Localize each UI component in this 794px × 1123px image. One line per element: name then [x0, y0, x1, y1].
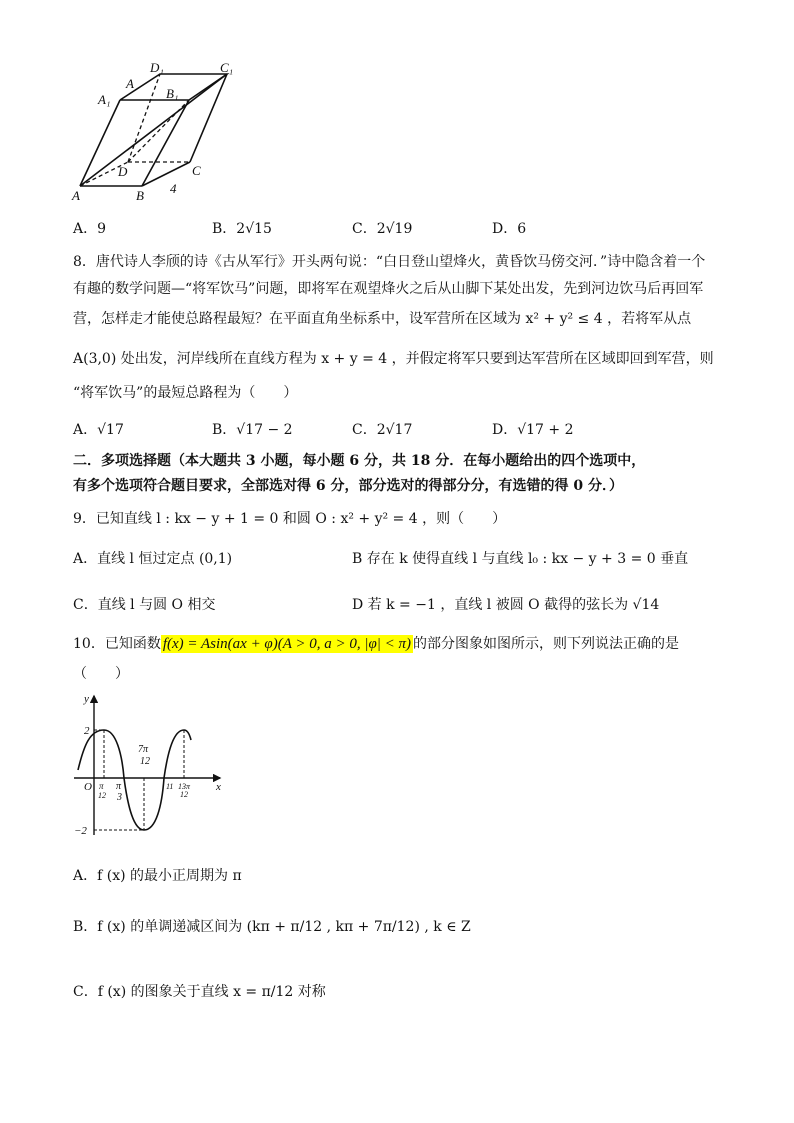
q8-line-5: “将军饮马”的最短总路程为（ ）	[73, 385, 298, 401]
q9-option-d: D 若 k = −1 ，直线 l 被圆 O 截得的弦长为 √14	[352, 597, 660, 613]
label-B1: B₁	[166, 86, 179, 101]
q10-stem-prefix: 10．已知函数	[73, 636, 161, 652]
tick-13pi-12-num: 13π	[178, 782, 191, 791]
label-edge-4: 4	[170, 181, 177, 196]
tick-pi-3-num: π	[116, 781, 122, 792]
tick-7pi-12-num: 7π	[138, 744, 149, 755]
label-D1: D₁	[150, 60, 164, 75]
q8-line-4: A(3,0) 处出发，河岸线所在直线方程为 x + y = 4 ，并假定将军只要到达军营所在区域即回到军营，则	[73, 351, 714, 367]
tick-11pi-12: 11	[166, 782, 174, 791]
prism-figure	[70, 60, 250, 210]
tick-13pi-12-den: 12	[180, 790, 188, 799]
q10-stem	[73, 634, 679, 654]
graph-y-label: y	[84, 693, 89, 705]
graph-x-label: x	[216, 781, 221, 793]
q10-stem-suffix: 的部分图象如图所示，则下列说法正确的是	[413, 636, 680, 652]
q8-option-c: C．2√17	[352, 422, 413, 438]
q10-formula: f(x) = Asin(ax + φ)(A > 0, a > 0, |φ| < π)	[162, 636, 412, 652]
label-C: C	[192, 163, 201, 178]
section-2-heading-2: 有多个选项符合题目要求，全部选对得 6 分，部分选对的得部分分，有选错的得 0 分．）	[73, 478, 623, 494]
q7-option-d: D．6	[492, 221, 527, 237]
q9-option-a: A．直线 l 恒过定点 (0,1)	[73, 551, 233, 567]
q7-option-b: B．2√15	[212, 221, 272, 237]
graph-max-label: 2	[84, 725, 90, 737]
q8-line-2: 有趣的数学问题—“将军饮马”问题，即将军在观望烽火之后从山脚下某处出发，先到河边饮马后再回军	[73, 281, 704, 297]
q9-option-c: C．直线 l 与圆 O 相交	[73, 597, 216, 613]
q9-stem: 9．已知直线 l : kx − y + 1 = 0 和圆 O : x² + y² = 4 ，则（ ）	[73, 511, 507, 527]
label-A-top: A	[126, 76, 134, 91]
label-A1: A₁	[98, 92, 111, 107]
label-C1: C₁	[220, 60, 234, 75]
q10-option-c: C．f (x) 的图象关于直线 x = π/12 对称	[73, 984, 326, 1000]
tick-pi-3-den: 3	[117, 792, 122, 803]
label-A: A	[72, 188, 80, 203]
section-2-heading-1: 二．多项选择题（本大题共 3 小题，每小题 6 分，共 18 分．在每小题给出的四个选项中，	[73, 453, 646, 469]
q10-paren: （ ）	[73, 666, 129, 682]
q7-option-a: A．9	[73, 221, 107, 237]
q8-line-1: 8．唐代诗人李颀的诗《古从军行》开头两句说：“白日登山望烽火，黄昏饮马傍交河．”诗中隐含着一个	[73, 254, 706, 270]
q10-option-a: A．f (x) 的最小正周期为 π	[73, 868, 242, 884]
graph-min-label: −2	[74, 825, 87, 837]
q10-option-b: B．f (x) 的单调递减区间为 (kπ + π/12 , kπ + 7π/12) , k ∈ Z	[73, 919, 471, 935]
q7-option-c: C．2√19	[352, 221, 413, 237]
tick-pi-12-den: 12	[98, 791, 106, 800]
q8-option-d: D．√17 + 2	[492, 422, 574, 438]
q10-sine-graph	[70, 690, 230, 840]
tick-pi-12-num: π	[99, 781, 104, 791]
q8-option-a: A．√17	[73, 422, 124, 438]
graph-origin-label: O	[84, 781, 92, 793]
tick-7pi-12-den: 12	[140, 756, 150, 767]
q8-option-b: B．√17 − 2	[212, 422, 293, 438]
label-B: B	[136, 188, 144, 203]
q8-line-3: 营，怎样走才能使总路程最短？在平面直角坐标系中，设军营所在区域为 x² + y² ≤ 4 ，若将军从点	[73, 311, 692, 327]
label-D: D	[118, 164, 128, 179]
q9-option-b: B 存在 k 使得直线 l 与直线 l₀ : kx − y + 3 = 0 垂直	[352, 551, 689, 567]
